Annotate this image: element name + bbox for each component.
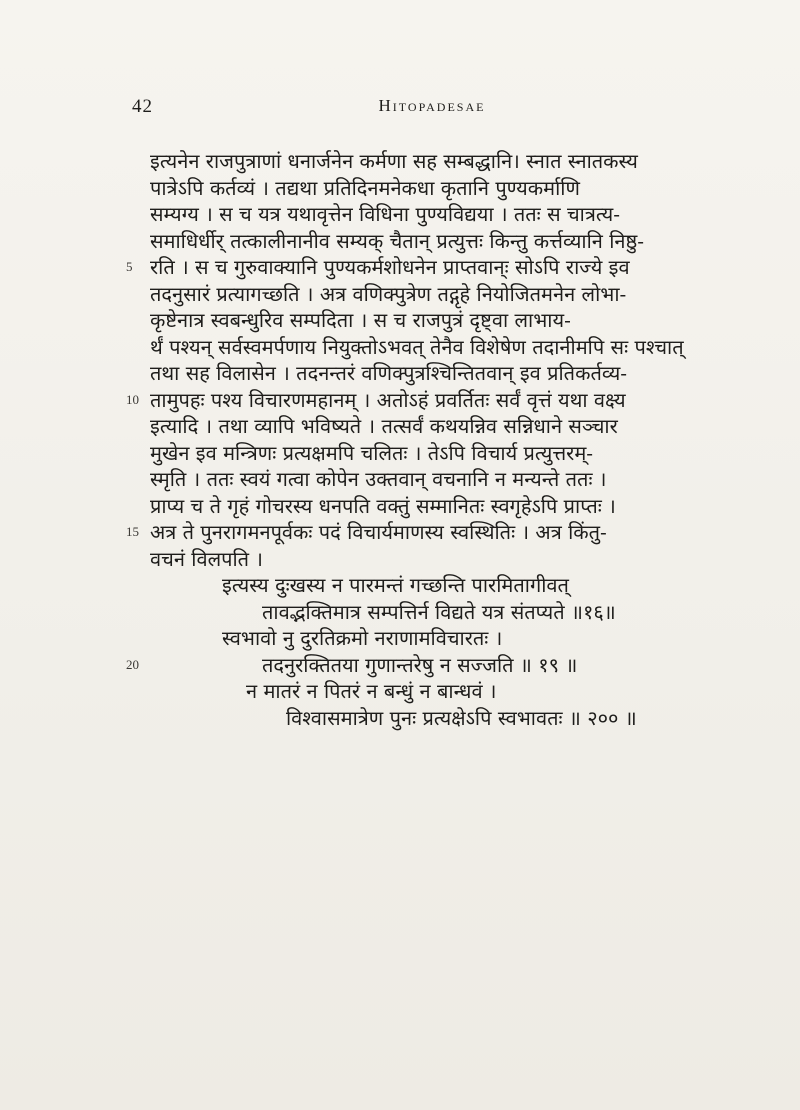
verse-line [126,652,730,679]
line-text: न मातरं न पितरं न बन्धुं न बान्धवं । [246,679,497,703]
page-number: 42 [132,96,153,117]
line-text: स्वभावो नु दुरतिक्रमो नराणामविचारतः । [222,626,503,650]
line-text: तामुपहः पश्य विचारणमहानम् । अतोऽहं प्रवर्तितः सर्वं वृत्तं यथा वक्ष्य [150,387,626,412]
text-line [150,148,730,175]
running-head [132,96,732,120]
text-line [150,360,730,387]
line-text: इत्यनेन राजपुत्राणां धनार्जनेन कर्मणा सह सम्बद्धानि। स्नात स्नातकस्य [150,149,638,173]
text-line [150,440,730,467]
text-line [150,334,730,361]
text-line [150,493,730,520]
line-text: विश्वासमात्रेण पुनः प्रत्यक्षेऽपि स्वभावतः ॥ २०० ॥ [286,705,637,730]
line-text: अत्र ते पुनरागमनपूर्वकः पदं विचार्यमाणस्य स्वस्थितिः । अत्र किंतु- [150,520,607,544]
line-number: 15 [126,524,139,539]
line-text: पात्रेऽपि कर्तव्यं । तद्यथा प्रतिदिनमनेकधा कृतानि पुण्यकर्माणि [150,175,580,200]
line-number: 5 [126,259,133,274]
line-text: तदनुरक्तितया गुणान्तरेषु न सज्जति ॥ १९ ॥ [262,652,578,677]
line-text: कृष्टेनात्र स्वबन्धुरिव सम्पदिता । स च राजपुत्रं दृष्ट्वा लाभाय- [150,308,571,332]
line-text: तावद्भक्तिमात्र सम्पत्तिर्न विद्यते यत्र संतप्यते ॥१६॥ [262,599,616,624]
line-text: तथा सह विलासेन । तदनन्तरं वणिक्पुत्रश्चिन्तितवान् इव प्रतिकर्तव्य- [150,361,628,385]
sanskrit-text-block [126,148,730,731]
line-text: सम्यग्य । स च यत्र यथावृत्तेन विधिना पुण्यविद्यया । ततः स चात्रत्य- [150,202,621,226]
line-number: 20 [126,656,139,672]
text-line [150,466,730,493]
text-line [150,413,730,440]
line-text: र्थं पश्यन् सर्वस्वमर्पणाय नियुक्तोऽभवत् तेनैव विशेषेण तदानीमपि सः पश्चात् [150,334,684,359]
verse-line [150,678,730,705]
text-line [150,228,730,255]
text-line [150,201,730,228]
line-text: स्मृति । ततः स्वयं गत्वा कोपेन उक्तवान् वचनानि न मन्यन्ते ततः । [150,467,607,491]
line-text: रति । स च गुरुवाक्यानि पुण्यकर्मशोधनेन प्राप्तवान्ः सोऽपि राज्ये इव [150,255,630,279]
text-line [150,307,730,334]
text-line [150,281,730,308]
line-text: समाधिर्धीर् तत्कालीनानीव सम्यक् चैतान् प्रत्युत्तः किन्तु कर्त्तव्यानि निष्ठु- [150,228,645,253]
line-text: तदनुसारं प्रत्यागच्छति । अत्र वणिक्पुत्रेण तद्गृहे नियोजितमनेन लोभा- [150,281,627,306]
text-line [150,175,730,202]
line-text: वचनं विलपति । [150,546,264,571]
verse-line [150,625,730,652]
verse-line [150,705,730,732]
running-title: Hitopadesae [378,96,486,115]
line-text: इत्यादि । तथा व्यापि भविष्यते । तत्सर्वं कथयन्निव सन्निधाने सञ्चार [150,414,618,438]
text-line [126,387,730,414]
text-line [150,546,730,573]
verse-line [150,572,730,599]
verse-line [150,599,730,626]
line-text: प्राप्य च ते गृहं गोचरस्य धनपति वक्तुं सम्मानितः स्वगृहेऽपि प्राप्तः । [150,493,616,518]
line-text: इत्यस्य दुःखस्य न पारमन्तं गच्छन्ति पारमितागीवत् [222,573,569,597]
text-line [126,254,730,281]
line-number: 10 [126,391,139,407]
text-line [126,519,730,546]
line-text: मुखेन इव मन्त्रिणः प्रत्यक्षमपि चलितः । तेऽपि विचार्य प्रत्युत्तरम्- [150,440,594,465]
